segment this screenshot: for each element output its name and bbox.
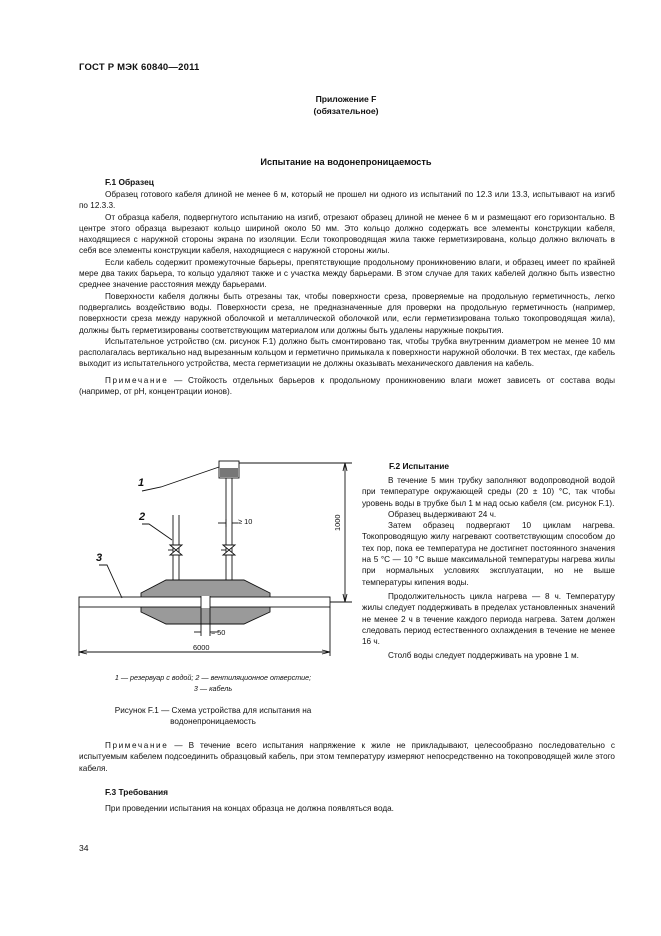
f2-paragraph: Столб воды следует поддерживать на уровне 1 м. xyxy=(388,651,579,661)
callout-2: 2 xyxy=(139,511,146,523)
f1-paragraph: От образца кабеля, подвергнутого испытанию на изгиб, отрезают образец длиной не менее 6 м и размещают его горизонтально. В центре этого образца вырезают кольцо шириной около 50 мм. Это кольцо должно содержать все элементы конструкции кабеля, находящиеся с наружной стороны экрана по изоляции. Если токопроводящая жила также герметизирована, кольцо должно включать в себя все элементы конструкции кабеля, находящиеся с наружной стороны жилы. xyxy=(79,212,615,256)
f2-paragraph: Образец выдерживают 24 ч. xyxy=(388,509,497,519)
figure-caption: Рисунок F.1 — Схема устройства для испытания на водонепроницаемость xyxy=(114,706,312,727)
annex-title: Приложение F xyxy=(315,94,377,104)
f3-text: При проведении испытания на концах образца не должна появляться вода. xyxy=(105,804,394,813)
note-label: Примечание xyxy=(105,375,169,385)
f3-body xyxy=(79,803,615,814)
document-header: ГОСТ Р МЭК 60840—2011 xyxy=(79,62,200,73)
page-number: 34 xyxy=(79,843,89,853)
f2-paragraph: В течение 5 мин трубку заполняют водопроводной водой при температуре окружающей среды (20 ± 10) °С, так чтобы уровень воды в трубке был 1 м над осью кабеля (см. рисунок F.1). xyxy=(362,476,615,508)
dim-ring-label: ≈ 50 xyxy=(211,628,226,637)
note-label: Примечание xyxy=(105,741,169,750)
f2-note xyxy=(79,740,615,774)
f3-heading: F.3 Требования xyxy=(105,787,169,797)
section-title: Испытание на водонепроницаемость xyxy=(260,157,432,167)
f2-body xyxy=(362,475,615,662)
f2-note-block xyxy=(79,740,615,774)
dim-length-label: 6000 xyxy=(193,643,210,652)
f1-note xyxy=(79,375,615,398)
f1-paragraph: Испытательное устройство (см. рисунок F.1) должно быть смонтировано так, чтобы трубка внутренним диаметром не менее 10 мм располагалась вертикально над вырезанным кольцом и герметично примыкала к поверхности наружной оболочки. В тех местах, где кабель выходит из испытательного устройства, места герметизации не должны оказывать механического давления на кабель. xyxy=(79,336,615,369)
legend-line-1: 1 — резервуар с водой; 2 — вентиляционное отверстие; xyxy=(114,673,312,682)
dim-height-label: 1000 xyxy=(333,514,342,531)
legend-line-2: 3 — кабель xyxy=(193,684,233,693)
note-text: — В течение всего испытания напряжение к жиле не прикладывают, целесообразно последовательно с испытуемым кабелем подсоединить образцовый кабель, при этом температуру измеряют непосредственно на токопроводящей жиле этого кабеля. xyxy=(79,741,615,773)
f1-body xyxy=(79,189,615,397)
f2-paragraph: Продолжительность цикла нагрева — 8 ч. Температуру жилы следует поддерживать в пределах установленных значений не менее 2 ч в течение каждого периода нагрева. Затем должен следовать период естественного охлаждения в течение не менее 16 ч. xyxy=(362,591,615,647)
figure-legend xyxy=(79,672,347,694)
callout-1: 1 xyxy=(138,477,145,489)
f1-paragraph: Поверхности кабеля должны быть отрезаны так, чтобы поверхности среза, проверяемые на продольную герметичность, легко подвергались воздействию воды. Поверхности среза, не предназначенные для проверки на продольную герметичность (например, поверхности среза между наружной оболочкой и металлической оболочкой или, если герметизирована только токопроводящая жила), должны быть герметизированы соответствующим материалом или должны быть удалены наружные покрытия. xyxy=(79,291,615,335)
f1-heading: F.1 Образец xyxy=(105,177,154,187)
f2-heading: F.2 Испытание xyxy=(389,461,450,471)
note-text: — Стойкость отдельных барьеров к продольному проникновению влаги может зависеть от состава воды (например, от pH, концентрации ионов). xyxy=(79,375,615,397)
annex-status: (обязательное) xyxy=(313,106,379,116)
f1-paragraph: Образец готового кабеля длиной не менее 6 м, который не прошел ни одного из испытаний по 12.3 или 13.3, испытывают на изгиб по 12.3.3. xyxy=(79,190,615,211)
callout-3: 3 xyxy=(96,552,103,564)
f1-paragraph: Если кабель содержит промежуточные барьеры, препятствующие продольному проникновению влаги, и образец имеет по крайней мере два таких барьера, то кольцо удаляют также и с участка между барьерами. В этом случае для таких кабелей должно быть известно среднее значение расстояния между барьерами. xyxy=(79,257,615,290)
water-reservoir-shape xyxy=(219,461,239,478)
f2-paragraph: Затем образец подвергают 10 циклам нагрева. Токопроводящую жилу нагревают соответствующим способом до тех пор, пока ее температура не достигнет постоянного значения на 5 °С — 10 °С выше максимальной температуры нагрева жилы при нормальных условиях эксплуатации, но не выше температуры кипения воды. xyxy=(362,521,615,587)
dim-tube-label: ≥ 10 xyxy=(238,517,253,526)
